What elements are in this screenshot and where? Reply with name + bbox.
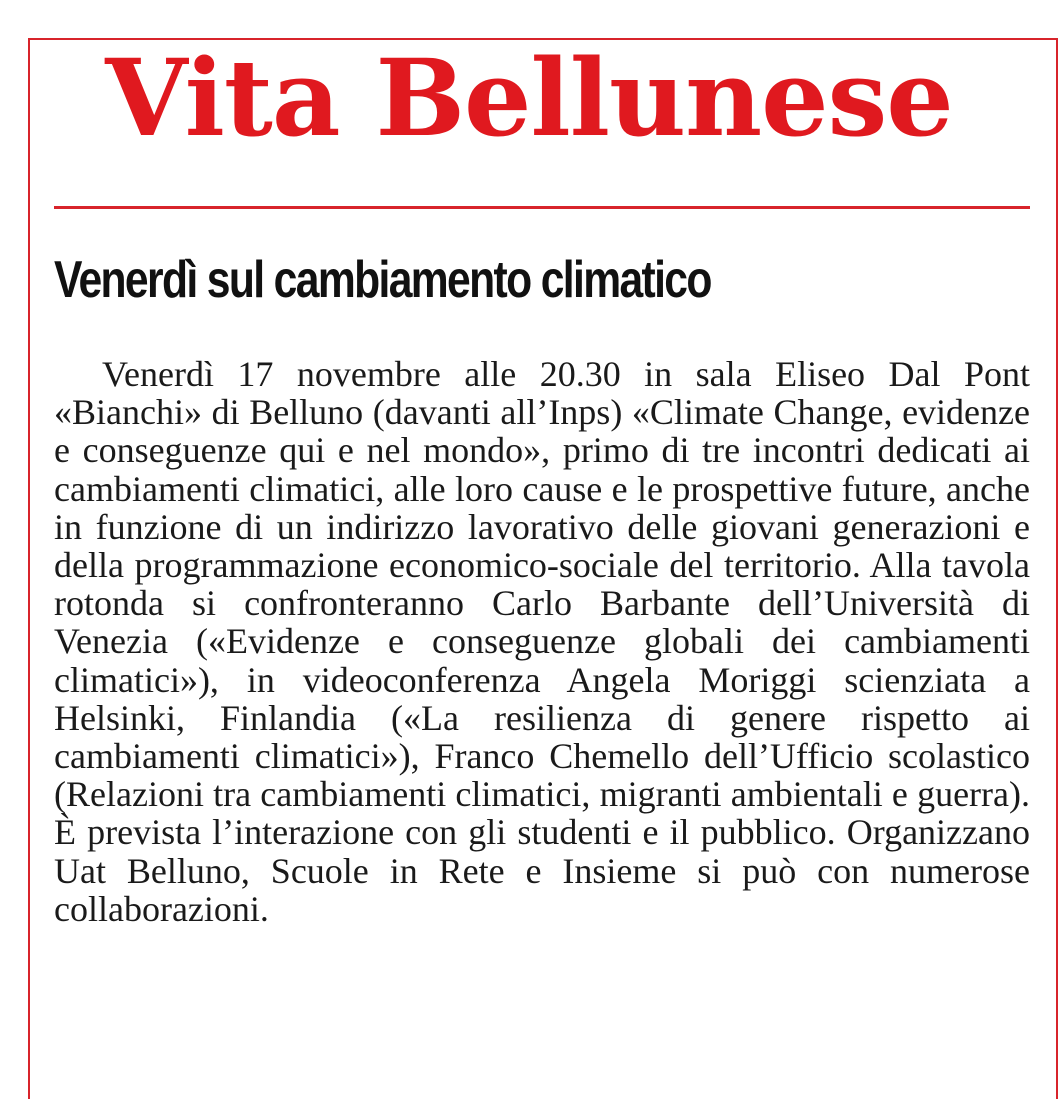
article-headline: Venerdì sul cambiamento climatico: [54, 251, 711, 309]
article-body: Venerdì 17 novembre alle 20.30 in sala Eliseo Dal Pont «Bianchi» di Belluno (davanti all’Inps) «Climate Change, evidenze e conseguenze qui e nel mondo», primo di tre incontri dedicati ai cambiamenti climatici, alle loro cause e le prospettive future, anche in funzione di un indirizzo lavorativo delle giovani generazioni e della programmazione economico-sociale del territorio. Alla tavola rotonda si confronteranno Carlo Barbante dell’Università di Venezia («Evidenze e conseguenze globali dei cambiamenti climatici»), in videoconferenza Angela Moriggi scienziata a Helsinki, Finlandia («La resilienza di genere rispetto ai cambiamenti climatici»), Franco Chemello dell’Ufficio scolastico (Relazioni tra cambiamenti climatici, migranti ambientali e guerra). È prevista l’interazione con gli studenti e il pubblico. Organizzano Uat Belluno, Scuole in Rete e Insieme si può con numerose collaborazioni.: [54, 354, 1030, 929]
section-masthead: Vita Bellunese: [105, 35, 953, 160]
masthead-divider: [54, 206, 1030, 209]
